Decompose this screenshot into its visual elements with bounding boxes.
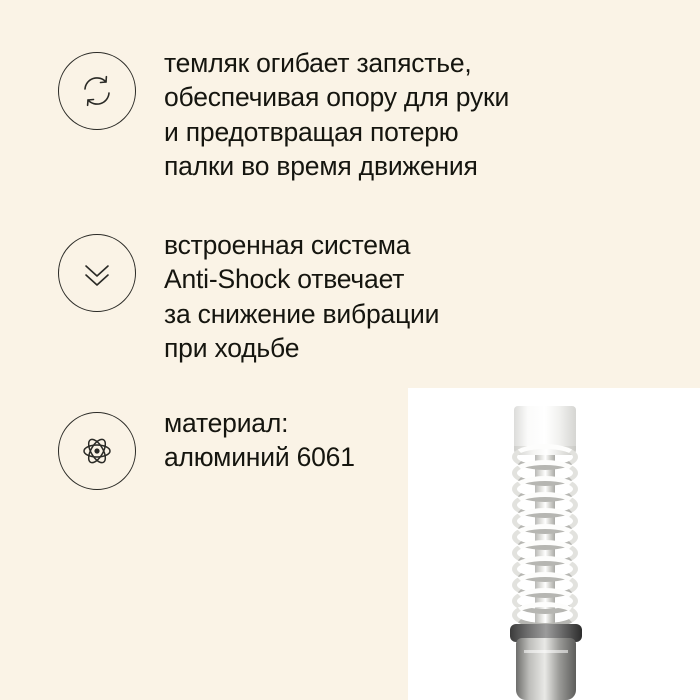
photo-inner	[408, 388, 700, 700]
refresh-loop-icon	[58, 52, 136, 130]
feature-line: обеспечивая опору для руки	[164, 82, 510, 113]
feature-line: и предотвращая потерю	[164, 116, 459, 147]
double-chevron-down-icon	[58, 234, 136, 312]
feature-line: при ходьбе	[164, 333, 300, 364]
metal-tip	[516, 638, 576, 700]
metal-spring	[512, 444, 578, 628]
feature-text-antishock	[164, 228, 439, 366]
feature-line: алюминий 6061	[164, 441, 355, 472]
feature-line: материал:	[164, 407, 289, 438]
photo-edge-fade-left	[408, 388, 478, 700]
anti-shock-spring-photo	[408, 388, 700, 700]
feature-line: встроенная система	[164, 229, 411, 260]
atom-icon	[58, 412, 136, 490]
feature-text-strap	[164, 46, 509, 184]
feature-item-antishock	[58, 228, 658, 366]
feature-item-strap	[58, 46, 658, 184]
feature-text-material	[164, 406, 355, 475]
feature-line: палки во время движения	[164, 151, 478, 182]
feature-line: за снижение вибрации	[164, 298, 440, 329]
photo-edge-fade-right	[630, 388, 700, 700]
feature-line: темляк огибает запястье,	[164, 48, 472, 78]
feature-line: Anti-Shock отвечает	[164, 264, 405, 295]
